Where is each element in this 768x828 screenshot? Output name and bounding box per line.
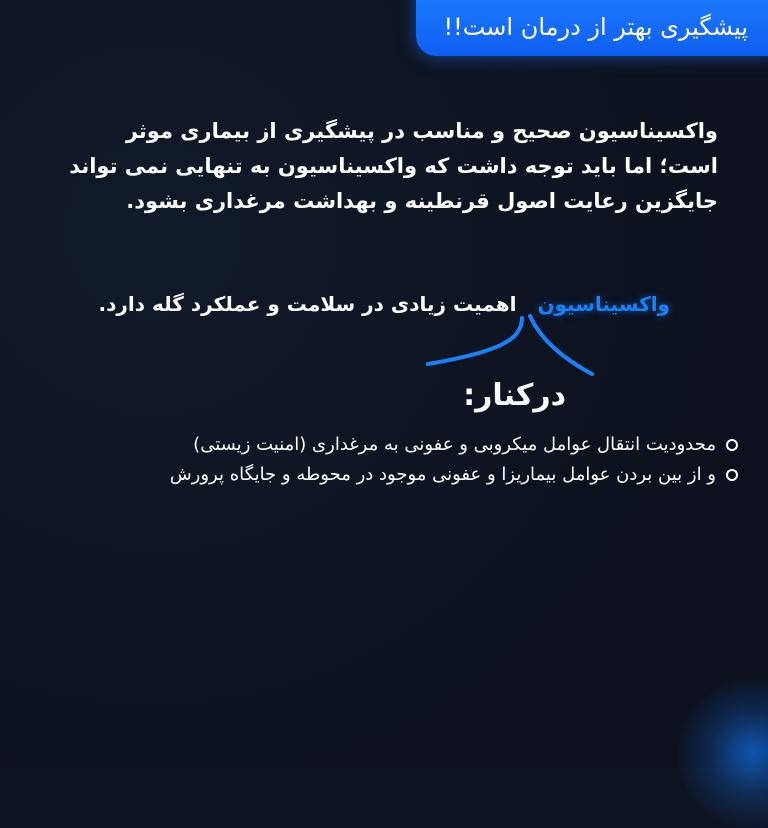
bullet-circle-icon bbox=[726, 469, 738, 481]
connector-curve-right bbox=[530, 316, 592, 374]
bullet-list bbox=[58, 430, 738, 490]
bullet-text: و از بین بردن عوامل بیماریزا و عفونی موجود در محوطه و جایگاه پرورش bbox=[169, 464, 716, 485]
connector-curve-left bbox=[428, 318, 522, 364]
headline-highlight: واکسیناسیون bbox=[537, 292, 670, 316]
main-paragraph: واکسیناسیون صحیح و مناسب در پیشگیری از بیماری موثر است؛ اما باید توجه داشت که واکسیناسیون به تنهایی نمی تواند جایگزین رعایت اصول قرنطینه و بهداشت مرغداری بشود. bbox=[69, 119, 718, 213]
bullet-text: محدودیت انتقال عوامل میکروبی و عفونی به مرغداری (امنیت زیستی) bbox=[193, 434, 716, 455]
bullet-circle-icon bbox=[726, 439, 738, 451]
headline-text: اهمیت زیادی در سلامت و عملکرد گله دارد. bbox=[98, 292, 517, 316]
list-item bbox=[58, 430, 738, 460]
list-item bbox=[58, 460, 738, 490]
header-title: پیشگیری بهتر از درمان است!! bbox=[443, 13, 748, 41]
side-title: درکنار: bbox=[463, 378, 566, 413]
